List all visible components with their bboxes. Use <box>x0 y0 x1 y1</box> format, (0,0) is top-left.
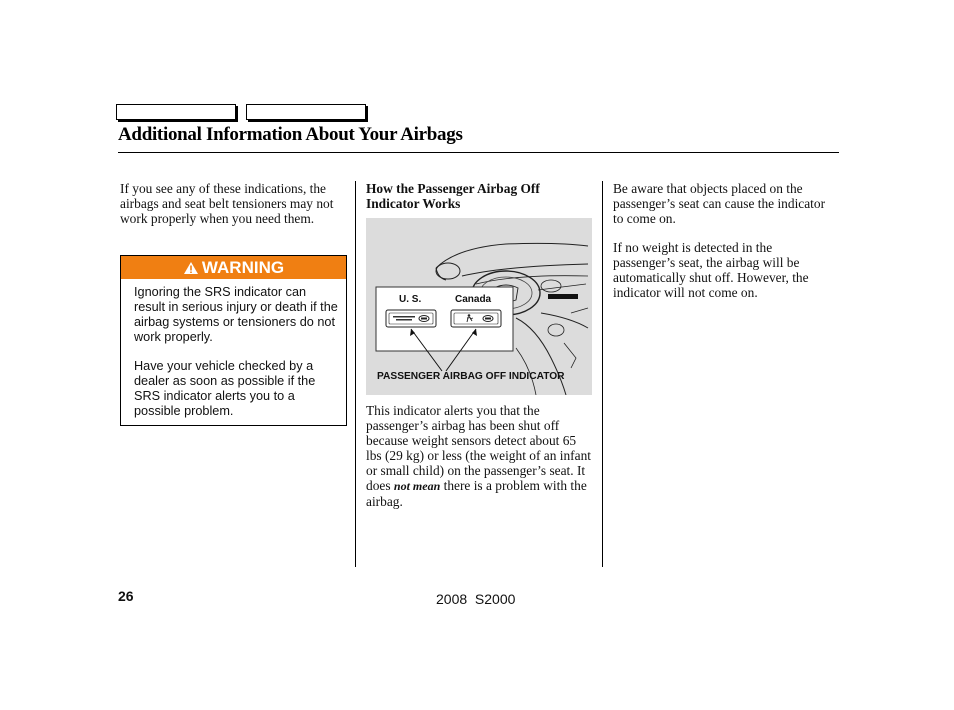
label-canada: Canada <box>455 294 492 305</box>
description-text-1: This indicator alerts you that the passenger’s airbag has been shut off because weight sensors detect about 65 lbs (29 kg) or less (the weight of an infant or small child) on the passenger’s seat. It does <box>366 403 591 493</box>
no-weight-paragraph: If no weight is detected in the passenger’s seat, the airbag will be automatically shut off. However, the indicator will not come on. <box>613 240 809 300</box>
title-divider <box>118 152 839 153</box>
warning-box <box>120 255 347 426</box>
warning-label: WARNING <box>201 258 285 277</box>
nav-box-next[interactable] <box>246 104 366 120</box>
page-title: Additional Information About Your Airbags <box>118 124 463 145</box>
nav-box-previous[interactable] <box>116 104 236 120</box>
footer-model: 2008 S2000 <box>436 591 516 607</box>
page-number: 26 <box>118 588 134 604</box>
description-text-2: there is a problem with the airbag. <box>366 478 587 509</box>
intro-paragraph: If you see any of these indications, the airbags and seat belt tensioners may not work properly when you need them. <box>120 181 334 226</box>
warning-text-1: Ignoring the SRS indicator can result in serious injury or death if the airbag systems or tensioners do not work properly. <box>134 285 338 344</box>
dashboard-illustration <box>366 218 592 395</box>
indicator-description <box>366 403 594 509</box>
warning-header <box>121 256 346 279</box>
column-divider-1 <box>355 181 356 567</box>
objects-paragraph: Be aware that objects placed on the passenger’s seat can cause the indicator to come on. <box>613 181 826 226</box>
dashboard-figure <box>366 218 592 395</box>
figure-caption: PASSENGER AIRBAG OFF INDICATOR <box>377 371 565 382</box>
warning-text-2: Have your vehicle checked by a dealer as soon as possible if the SRS indicator alerts you to a possible problem. <box>134 359 316 418</box>
column-divider-2 <box>602 181 603 567</box>
label-us: U. S. <box>399 294 422 305</box>
warning-triangle-icon <box>183 261 199 275</box>
section-heading: How the Passenger Airbag Off Indicator Works <box>366 181 540 211</box>
description-emphasis: not mean <box>393 479 441 493</box>
